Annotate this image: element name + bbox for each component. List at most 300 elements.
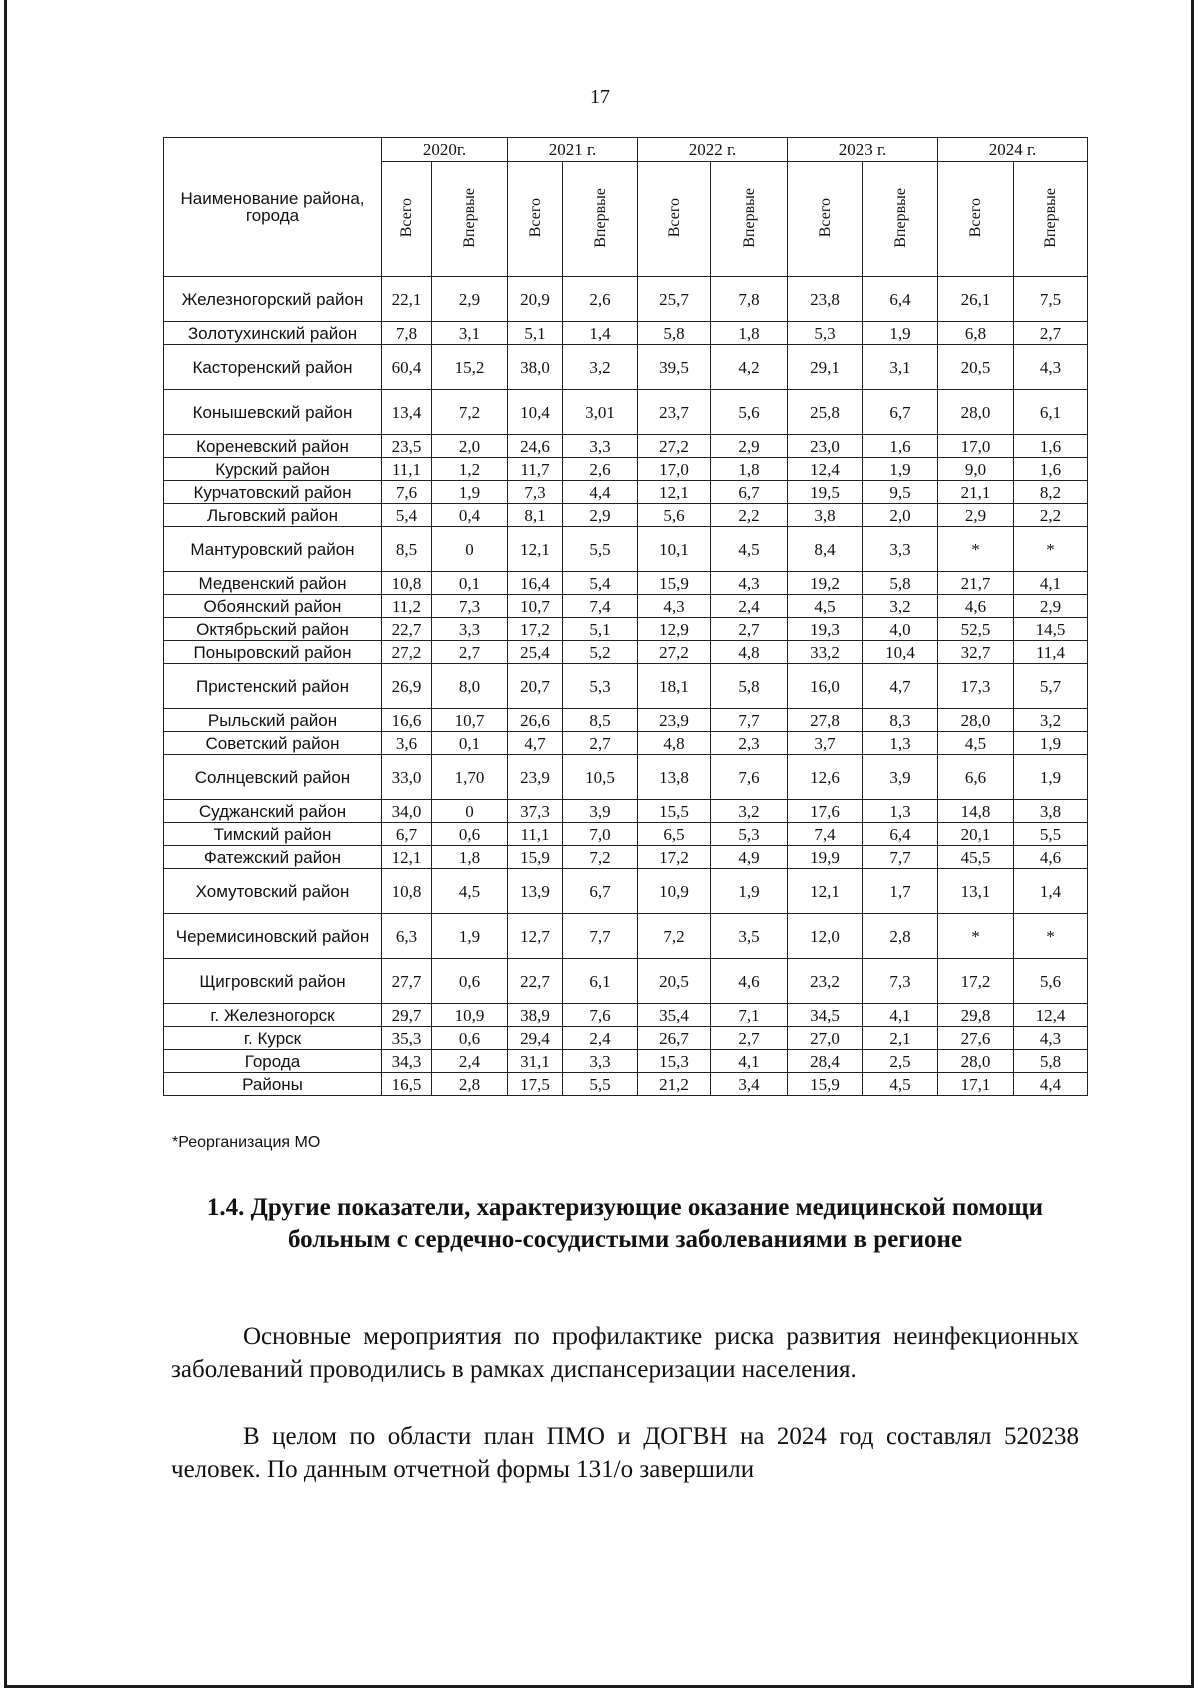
district-statistics-table — [163, 137, 1088, 1096]
table-cell: 11,2 — [382, 595, 432, 618]
subheader-label: Впервые — [891, 187, 909, 248]
table-cell: 26,6 — [508, 709, 563, 732]
table-cell: 19,3 — [788, 618, 863, 641]
table-cell: 33,0 — [382, 755, 432, 800]
table-row — [164, 732, 1088, 755]
table-cell: 6,1 — [563, 959, 638, 1004]
table-cell: 27,7 — [382, 959, 432, 1004]
table-cell: 2,7 — [563, 732, 638, 755]
table-cell: 1,9 — [711, 869, 788, 914]
table-cell: 27,6 — [938, 1027, 1014, 1050]
table-cell: * — [1014, 527, 1088, 572]
table-cell: 5,8 — [1014, 1050, 1088, 1073]
table-row — [164, 572, 1088, 595]
table-cell: 20,9 — [508, 277, 563, 322]
table-cell: 28,4 — [788, 1050, 863, 1073]
table-cell: 13,4 — [382, 390, 432, 435]
subheader-first-time — [711, 162, 788, 277]
table-cell: 15,2 — [432, 345, 508, 390]
table-cell: 2,0 — [432, 435, 508, 458]
table-cell: 8,5 — [563, 709, 638, 732]
table-cell: 0,1 — [432, 732, 508, 755]
table-cell: 6,8 — [938, 322, 1014, 345]
row-name: Железногорский район — [164, 277, 382, 322]
table-cell: 27,8 — [788, 709, 863, 732]
table-cell: 23,7 — [638, 390, 711, 435]
table-cell: 27,2 — [382, 641, 432, 664]
table-cell: 10,4 — [863, 641, 938, 664]
row-name: Районы — [164, 1073, 382, 1096]
table-cell: 1,9 — [432, 481, 508, 504]
table-cell: 23,9 — [508, 755, 563, 800]
table-cell: 10,4 — [508, 390, 563, 435]
table-cell: 7,3 — [508, 481, 563, 504]
table-cell: 5,5 — [563, 1073, 638, 1096]
table-cell: 16,4 — [508, 572, 563, 595]
table-cell: 4,6 — [938, 595, 1014, 618]
table-cell: 2,2 — [1014, 504, 1088, 527]
table-cell: 4,8 — [638, 732, 711, 755]
table-cell: 3,6 — [382, 732, 432, 755]
table-cell: 23,9 — [638, 709, 711, 732]
table-cell: 4,7 — [863, 664, 938, 709]
table-cell: 11,4 — [1014, 641, 1088, 664]
row-name: Касторенский район — [164, 345, 382, 390]
table-cell: 6,4 — [863, 277, 938, 322]
row-name: Пристенский район — [164, 664, 382, 709]
table-cell: 3,3 — [563, 435, 638, 458]
table-cell: 3,2 — [863, 595, 938, 618]
table-cell: 1,9 — [1014, 732, 1088, 755]
table-row — [164, 709, 1088, 732]
table-cell: 26,9 — [382, 664, 432, 709]
table-cell: 2,4 — [711, 595, 788, 618]
row-name: г. Железногорск — [164, 1004, 382, 1027]
table-cell: 8,5 — [382, 527, 432, 572]
table-cell: 7,7 — [863, 846, 938, 869]
table-cell: 10,8 — [382, 572, 432, 595]
table-cell: 6,7 — [863, 390, 938, 435]
table-cell: 3,3 — [432, 618, 508, 641]
table-cell: 24,6 — [508, 435, 563, 458]
table-cell: 3,3 — [863, 527, 938, 572]
table-cell: 34,5 — [788, 1004, 863, 1027]
table-cell: 27,2 — [638, 641, 711, 664]
table-row — [164, 527, 1088, 572]
table-cell: 2,7 — [711, 618, 788, 641]
table-cell: 6,5 — [638, 823, 711, 846]
table-cell: 32,7 — [938, 641, 1014, 664]
table-cell: 3,4 — [711, 1073, 788, 1096]
table-cell: 3,8 — [788, 504, 863, 527]
table-cell: 2,9 — [432, 277, 508, 322]
row-name: Фатежский район — [164, 846, 382, 869]
table-cell: 8,4 — [788, 527, 863, 572]
table-cell: 2,9 — [1014, 595, 1088, 618]
table-cell: 35,3 — [382, 1027, 432, 1050]
table-cell: 13,8 — [638, 755, 711, 800]
table-cell: 4,5 — [788, 595, 863, 618]
subheader-total — [508, 162, 563, 277]
table-cell: 1,6 — [1014, 458, 1088, 481]
table-cell: 7,2 — [638, 914, 711, 959]
table-cell: 12,4 — [1014, 1004, 1088, 1027]
table-cell: 5,8 — [638, 322, 711, 345]
table-cell: 23,2 — [788, 959, 863, 1004]
table-cell: 14,5 — [1014, 618, 1088, 641]
table-cell: 13,9 — [508, 869, 563, 914]
table-cell: 0 — [432, 800, 508, 823]
row-name: Щигровский район — [164, 959, 382, 1004]
table-cell: 18,1 — [638, 664, 711, 709]
table-cell: 7,6 — [382, 481, 432, 504]
subheader-label: Впервые — [1042, 187, 1059, 248]
row-name: Льговский район — [164, 504, 382, 527]
table-cell: 4,4 — [563, 481, 638, 504]
table-cell: 4,4 — [1014, 1073, 1088, 1096]
table-cell: 5,6 — [1014, 959, 1088, 1004]
row-name: Конышевский район — [164, 390, 382, 435]
table-cell: 7,4 — [788, 823, 863, 846]
table-cell: 4,2 — [711, 345, 788, 390]
table-cell: 15,9 — [788, 1073, 863, 1096]
table-cell: 23,8 — [788, 277, 863, 322]
subheader-label: Впервые — [591, 187, 609, 248]
table-cell: 3,5 — [711, 914, 788, 959]
table-cell: 10,8 — [382, 869, 432, 914]
table-cell: 16,6 — [382, 709, 432, 732]
table-row — [164, 504, 1088, 527]
table-cell: 17,2 — [938, 959, 1014, 1004]
table-cell: 17,2 — [508, 618, 563, 641]
table-cell: 11,1 — [382, 458, 432, 481]
table-cell: 2,8 — [863, 914, 938, 959]
table-cell: 3,2 — [563, 345, 638, 390]
table-cell: 17,1 — [938, 1073, 1014, 1096]
table-cell: 17,2 — [638, 846, 711, 869]
paragraph-1: Основные мероприятия по профилактике риска развития неинфекционных заболеваний проводились в рамках диспансеризации населения. — [171, 1323, 1079, 1383]
subheader-label: Всего — [398, 197, 415, 238]
subheader-label: Всего — [967, 197, 984, 238]
table-cell: 2,9 — [563, 504, 638, 527]
table-cell: 7,7 — [563, 914, 638, 959]
table-cell: 6,6 — [938, 755, 1014, 800]
table-cell: 13,1 — [938, 869, 1014, 914]
table-cell: 12,1 — [508, 527, 563, 572]
table-cell: 7,4 — [563, 595, 638, 618]
table-cell: 2,7 — [432, 641, 508, 664]
table-cell: 20,7 — [508, 664, 563, 709]
table-cell: 15,9 — [638, 572, 711, 595]
table-cell: 17,3 — [938, 664, 1014, 709]
table-cell: 17,0 — [938, 435, 1014, 458]
table-cell: 5,2 — [563, 641, 638, 664]
table-row — [164, 1027, 1088, 1050]
subheader-label: Впервые — [740, 187, 758, 248]
year-header: 2023 г. — [788, 138, 938, 162]
table-cell: 3,9 — [863, 755, 938, 800]
table-cell: 8,3 — [863, 709, 938, 732]
table-cell: 3,2 — [1014, 709, 1088, 732]
table-cell: 12,4 — [788, 458, 863, 481]
table-cell: 2,6 — [563, 458, 638, 481]
table-cell: 1,8 — [711, 322, 788, 345]
section-heading: 1.4. Другие показатели, характеризующие оказание медицинской помощи больным с сердечно-сосудистыми заболеваниями в регионе — [206, 1194, 1044, 1253]
table-cell: 17,6 — [788, 800, 863, 823]
table-cell: 25,7 — [638, 277, 711, 322]
table-cell: 7,1 — [711, 1004, 788, 1027]
table-cell: 26,7 — [638, 1027, 711, 1050]
table-cell: 37,3 — [508, 800, 563, 823]
table-cell: 5,5 — [1014, 823, 1088, 846]
table-cell: 2,0 — [863, 504, 938, 527]
table-cell: 2,5 — [863, 1050, 938, 1073]
table-cell: 7,3 — [432, 595, 508, 618]
table-cell: 29,1 — [788, 345, 863, 390]
table-cell: 12,7 — [508, 914, 563, 959]
table-row — [164, 664, 1088, 709]
row-name: Курчатовский район — [164, 481, 382, 504]
table-row — [164, 823, 1088, 846]
subheader-label: Всего — [526, 197, 544, 238]
table-cell: 20,5 — [638, 959, 711, 1004]
table-cell: 1,9 — [863, 322, 938, 345]
column-header-name: Наименование района, города — [164, 138, 382, 277]
table-cell: 6,7 — [563, 869, 638, 914]
table-cell: 2,3 — [711, 732, 788, 755]
table-row — [164, 869, 1088, 914]
table-cell: 1,8 — [711, 458, 788, 481]
table-cell: 2,7 — [1014, 322, 1088, 345]
row-name: г. Курск — [164, 1027, 382, 1050]
table-cell: 1,4 — [563, 322, 638, 345]
table-cell: 8,2 — [1014, 481, 1088, 504]
table-cell: 4,0 — [863, 618, 938, 641]
table-cell: 21,1 — [938, 481, 1014, 504]
table-cell: 8,1 — [508, 504, 563, 527]
table-cell: 22,1 — [382, 277, 432, 322]
table-cell: 29,4 — [508, 1027, 563, 1050]
table-row — [164, 1073, 1088, 1096]
table-cell: 1,3 — [863, 732, 938, 755]
table-cell: 4,5 — [938, 732, 1014, 755]
table-cell: 7,6 — [711, 755, 788, 800]
table-cell: 29,8 — [938, 1004, 1014, 1027]
table-cell: 1,7 — [863, 869, 938, 914]
table-cell: 9,5 — [863, 481, 938, 504]
year-header: 2020г. — [382, 138, 508, 162]
table-cell: 1,3 — [863, 800, 938, 823]
table-cell: 34,0 — [382, 800, 432, 823]
row-name: Курский район — [164, 458, 382, 481]
table-row — [164, 914, 1088, 959]
table-cell: 29,7 — [382, 1004, 432, 1027]
subheader-first-time — [863, 162, 938, 277]
table-cell: 7,2 — [432, 390, 508, 435]
table-cell: 6,7 — [382, 823, 432, 846]
table-cell: 20,1 — [938, 823, 1014, 846]
table-row — [164, 322, 1088, 345]
table-cell: 23,5 — [382, 435, 432, 458]
table-cell: 0,6 — [432, 1027, 508, 1050]
table-cell: 12,9 — [638, 618, 711, 641]
table-cell: * — [938, 527, 1014, 572]
table-cell: * — [938, 914, 1014, 959]
table-row — [164, 755, 1088, 800]
table-cell: 22,7 — [508, 959, 563, 1004]
table-cell: 3,8 — [1014, 800, 1088, 823]
table-cell: 38,9 — [508, 1004, 563, 1027]
table-cell: 5,5 — [563, 527, 638, 572]
table-cell: 21,2 — [638, 1073, 711, 1096]
table-cell: 5,8 — [863, 572, 938, 595]
table-cell: 3,1 — [432, 322, 508, 345]
table-cell: 7,0 — [563, 823, 638, 846]
table-cell: 6,3 — [382, 914, 432, 959]
table-cell: 11,1 — [508, 823, 563, 846]
subheader-first-time — [1014, 162, 1088, 277]
table-row — [164, 595, 1088, 618]
table-cell: 4,7 — [508, 732, 563, 755]
table-cell: 0,6 — [432, 959, 508, 1004]
table-row — [164, 390, 1088, 435]
table-cell: 39,5 — [638, 345, 711, 390]
table-cell: 3,2 — [711, 800, 788, 823]
table-cell: 4,5 — [711, 527, 788, 572]
table-cell: 9,0 — [938, 458, 1014, 481]
table-cell: 5,6 — [711, 390, 788, 435]
subheader-label: Всего — [665, 197, 683, 238]
subheader-first-time — [563, 162, 638, 277]
subheader-label: Впервые — [461, 187, 478, 248]
table-footnote: *Реорганизация МО — [172, 1134, 321, 1151]
table-cell: 15,9 — [508, 846, 563, 869]
table-cell: 19,2 — [788, 572, 863, 595]
table-cell: 16,5 — [382, 1073, 432, 1096]
table-cell: 1,6 — [1014, 435, 1088, 458]
table-row — [164, 800, 1088, 823]
table-cell: 0 — [432, 527, 508, 572]
table-cell: 15,3 — [638, 1050, 711, 1073]
subheader-total — [788, 162, 863, 277]
table-cell: 5,6 — [638, 504, 711, 527]
table-cell: 7,2 — [563, 846, 638, 869]
table-cell: 31,1 — [508, 1050, 563, 1073]
table-cell: 0,1 — [432, 572, 508, 595]
table-cell: 7,7 — [711, 709, 788, 732]
table-cell: 2,8 — [432, 1073, 508, 1096]
table-cell: 20,5 — [938, 345, 1014, 390]
table-cell: 0,6 — [432, 823, 508, 846]
table-cell: 7,6 — [563, 1004, 638, 1027]
table-cell: 5,4 — [563, 572, 638, 595]
table-cell: 27,2 — [638, 435, 711, 458]
subheader-total — [938, 162, 1014, 277]
table-cell: 12,0 — [788, 914, 863, 959]
table-cell: 3,7 — [788, 732, 863, 755]
table-row — [164, 959, 1088, 1004]
table-cell: 0,4 — [432, 504, 508, 527]
table-row — [164, 1004, 1088, 1027]
table-cell: 4,3 — [1014, 345, 1088, 390]
table-cell: 12,1 — [788, 869, 863, 914]
row-name: Кореневский район — [164, 435, 382, 458]
table-cell: 4,1 — [711, 1050, 788, 1073]
table-cell: 28,0 — [938, 1050, 1014, 1073]
table-cell: 10,7 — [432, 709, 508, 732]
table-cell: 5,1 — [563, 618, 638, 641]
table-cell: 10,9 — [638, 869, 711, 914]
table-cell: 2,9 — [938, 504, 1014, 527]
table-cell: 7,8 — [382, 322, 432, 345]
table-cell: 2,6 — [563, 277, 638, 322]
row-name: Обоянский район — [164, 595, 382, 618]
table-cell: 4,1 — [1014, 572, 1088, 595]
table-cell: 35,4 — [638, 1004, 711, 1027]
table-row — [164, 345, 1088, 390]
table-cell: 5,8 — [711, 664, 788, 709]
table-cell: 25,8 — [788, 390, 863, 435]
table-cell: 5,7 — [1014, 664, 1088, 709]
table-row — [164, 481, 1088, 504]
table-cell: 5,3 — [788, 322, 863, 345]
table-cell: 11,7 — [508, 458, 563, 481]
row-name: Черемисиновский район — [164, 914, 382, 959]
table-row — [164, 846, 1088, 869]
table-cell: 7,5 — [1014, 277, 1088, 322]
table-cell: 6,7 — [711, 481, 788, 504]
row-name: Рыльский район — [164, 709, 382, 732]
table-cell: 2,9 — [711, 435, 788, 458]
subheader-total — [638, 162, 711, 277]
table-cell: 16,0 — [788, 664, 863, 709]
subheader-first-time — [432, 162, 508, 277]
table-row — [164, 458, 1088, 481]
table-cell: 4,5 — [432, 869, 508, 914]
table-cell: 12,6 — [788, 755, 863, 800]
table-cell: 4,3 — [638, 595, 711, 618]
table-cell: 4,9 — [711, 846, 788, 869]
table-cell: 34,3 — [382, 1050, 432, 1073]
table-cell: 3,3 — [563, 1050, 638, 1073]
table-cell: 25,4 — [508, 641, 563, 664]
row-name: Тимский район — [164, 823, 382, 846]
year-header: 2022 г. — [638, 138, 788, 162]
row-name: Октябрьский район — [164, 618, 382, 641]
paragraph-2: В целом по области план ПМО и ДОГВН на 2024 год составлял 520238 человек. По данным отчетной формы 131/о завершили — [171, 1423, 1079, 1483]
table-cell: 1,9 — [863, 458, 938, 481]
table-cell: 15,5 — [638, 800, 711, 823]
table-cell: 2,2 — [711, 504, 788, 527]
table-cell: 10,9 — [432, 1004, 508, 1027]
row-name: Медвенский район — [164, 572, 382, 595]
table-cell: 5,3 — [711, 823, 788, 846]
table-cell: 5,3 — [563, 664, 638, 709]
row-name: Золотухинский район — [164, 322, 382, 345]
table-cell: 3,1 — [863, 345, 938, 390]
table-cell: 8,0 — [432, 664, 508, 709]
table-cell: 1,6 — [863, 435, 938, 458]
table-row — [164, 435, 1088, 458]
table-cell: 28,0 — [938, 390, 1014, 435]
table-cell: 60,4 — [382, 345, 432, 390]
table-cell: 1,8 — [432, 846, 508, 869]
table-cell: 23,0 — [788, 435, 863, 458]
table-cell: 5,1 — [508, 322, 563, 345]
table-cell: 4,6 — [711, 959, 788, 1004]
table-cell: 1,4 — [1014, 869, 1088, 914]
table-cell: 6,1 — [1014, 390, 1088, 435]
